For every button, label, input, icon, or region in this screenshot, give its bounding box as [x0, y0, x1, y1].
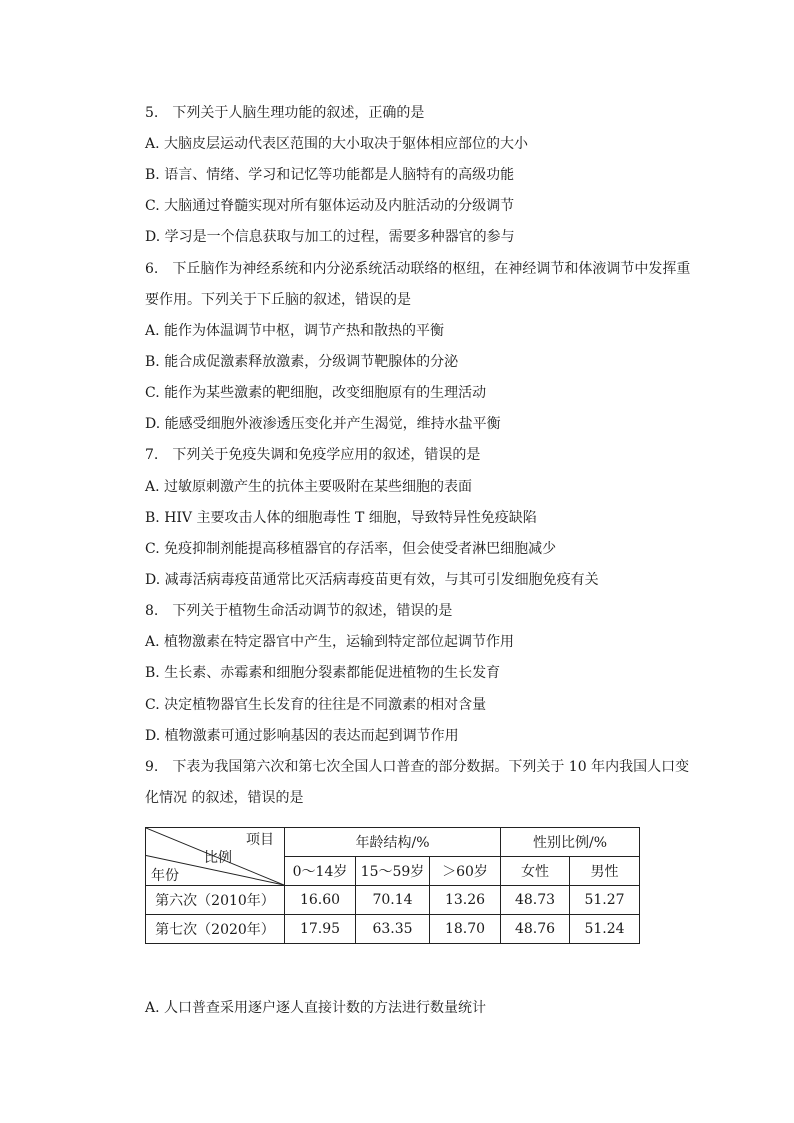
question-5-option-d: D. 学习是一个信息获取与加工的过程，需要多种器官的参与	[145, 229, 515, 245]
question-6-option-c: C. 能作为某些激素的靶细胞，改变细胞原有的生理活动	[145, 385, 487, 401]
corner-year-label: 年份	[151, 868, 179, 884]
table-cell: 51.24	[570, 915, 640, 944]
question-5-option-b: B. 语言、情绪、学习和记忆等功能都是人脑特有的高级功能	[145, 167, 515, 183]
question-7-option-c: C. 免疫抑制剂能提高移植器官的存活率，但会使受者淋巴细胞减少	[145, 541, 557, 557]
row-label: 第六次（2010年）	[146, 886, 285, 915]
question-7-option-b: B. HIV 主要攻击人体的细胞毒性 T 细胞，导致特异性免疫缺陷	[145, 510, 537, 526]
table-cell: 18.70	[430, 915, 501, 944]
table-cell: 48.73	[501, 886, 570, 915]
row-label: 第七次（2020年）	[146, 915, 285, 944]
question-5-option-a: A. 大脑皮层运动代表区范围的大小取决于躯体相应部位的大小	[145, 136, 529, 152]
subheader-age-15-59: 15～59岁	[356, 857, 430, 886]
table-corner-header	[146, 828, 285, 886]
table-cell: 16.60	[285, 886, 356, 915]
question-6-option-b: B. 能合成促激素释放激素，分级调节靶腺体的分泌	[145, 354, 459, 370]
subheader-age-0-14: 0～14岁	[285, 857, 356, 886]
table-cell: 70.14	[356, 886, 430, 915]
question-7-option-d: D. 减毒活病毒疫苗通常比灭活病毒疫苗更有效，与其可引发细胞免疫有关	[145, 572, 599, 588]
question-5-stem: 5. 下列关于人脑生理功能的叙述，正确的是	[145, 105, 425, 121]
question-5-option-c: C. 大脑通过脊髓实现对所有躯体运动及内脏活动的分级调节	[145, 198, 515, 214]
subheader-female: 女性	[501, 857, 570, 886]
question-7-option-a: A. 过敏原刺激产生的抗体主要吸附在某些细胞的表面	[145, 479, 473, 495]
question-6-stem-line-1: 6. 下丘脑作为神经系统和内分泌系统活动联络的枢纽，在神经调节和体液调节中发挥重	[145, 261, 691, 277]
census-table	[145, 827, 640, 944]
question-8-stem: 8. 下列关于植物生命活动调节的叙述，错误的是	[145, 603, 453, 619]
table-cell: 51.27	[570, 886, 640, 915]
table-row	[146, 915, 640, 944]
question-6-option-d: D. 能感受细胞外液渗透压变化并产生渴觉，维持水盐平衡	[145, 416, 501, 432]
question-7-stem: 7. 下列关于免疫失调和免疫学应用的叙述，错误的是	[145, 447, 481, 463]
subheader-male: 男性	[570, 857, 640, 886]
table-row	[146, 886, 640, 915]
question-9-stem-line-2: 化情况 的叙述，错误的是	[145, 790, 304, 806]
sex-ratio-header: 性别比例/%	[501, 828, 640, 857]
table-cell: 48.76	[501, 915, 570, 944]
question-6-stem-line-2: 要作用。下列关于下丘脑的叙述，错误的是	[145, 292, 411, 308]
question-9-option-a: A. 人口普查采用逐户逐人直接计数的方法进行数量统计	[145, 1000, 487, 1016]
question-8-option-d: D. 植物激素可通过影响基因的表达而起到调节作用	[145, 728, 459, 744]
question-8-option-b: B. 生长素、赤霉素和细胞分裂素都能促进植物的生长发育	[145, 665, 501, 681]
corner-item-label: 项目	[246, 832, 274, 848]
corner-ratio-label: 比例	[204, 850, 232, 866]
table-cell: 63.35	[356, 915, 430, 944]
question-8-option-a: A. 植物激素在特定器官中产生，运输到特定部位起调节作用	[145, 634, 515, 650]
subheader-age-60-plus: ＞60岁	[430, 857, 501, 886]
question-9-stem-line-1: 9. 下表为我国第六次和第七次全国人口普查的部分数据。下列关于 10 年内我国人口变	[145, 759, 690, 775]
age-structure-header: 年龄结构/%	[285, 828, 501, 857]
question-8-option-c: C. 决定植物器官生长发育的往往是不同激素的相对含量	[145, 697, 487, 713]
question-6-option-a: A. 能作为体温调节中枢，调节产热和散热的平衡	[145, 323, 445, 339]
table-cell: 17.95	[285, 915, 356, 944]
table-cell: 13.26	[430, 886, 501, 915]
